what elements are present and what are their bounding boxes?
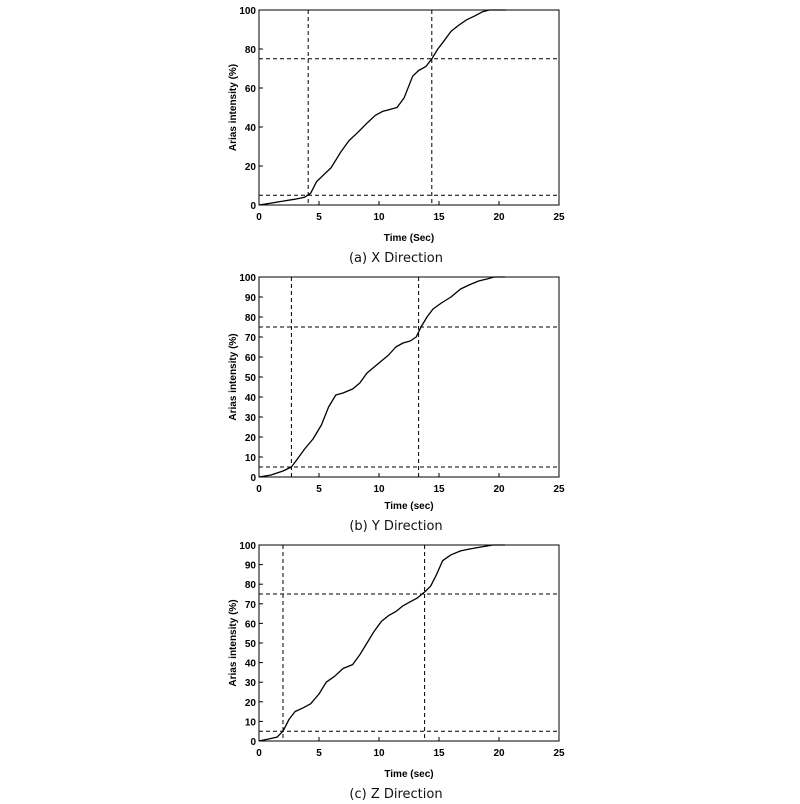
series-line-1 — [259, 545, 505, 741]
x-tick-label: 10 — [373, 484, 385, 495]
x-tick-label: 10 — [373, 212, 385, 223]
y-tick-label: 20 — [244, 697, 256, 709]
series-line-1 — [259, 10, 506, 205]
chart-panel-3 — [228, 541, 565, 802]
y-tick-label: 100 — [239, 541, 256, 552]
y-tick-label: 90 — [244, 560, 256, 572]
y-tick-label: 80 — [244, 580, 256, 592]
y-tick-label: 30 — [244, 413, 256, 424]
x-tick-label: 0 — [256, 212, 262, 223]
y-tick-label: 40 — [244, 658, 256, 670]
panel-caption: (b) Y Direction — [349, 519, 443, 534]
y-tick-label: 60 — [244, 353, 256, 364]
y-axis-label: Arias intensity (%) — [228, 333, 239, 421]
x-tick-label: 0 — [256, 748, 262, 759]
x-tick-label: 25 — [553, 212, 565, 223]
panel-caption: (c) Z Direction — [349, 787, 443, 802]
y-tick-label: 80 — [244, 45, 256, 56]
x-tick-label: 15 — [433, 212, 445, 223]
plot-frame — [259, 10, 559, 205]
x-tick-label: 15 — [433, 748, 445, 759]
x-tick-label: 5 — [316, 212, 322, 223]
x-tick-label: 25 — [553, 748, 565, 759]
y-tick-label: 70 — [244, 333, 256, 344]
plot-frame — [259, 277, 559, 477]
series-line-1 — [259, 277, 505, 477]
y-tick-label: 40 — [244, 393, 256, 404]
y-tick-label: 100 — [239, 273, 256, 284]
x-tick-label: 20 — [493, 748, 505, 759]
y-tick-label: 40 — [244, 123, 256, 134]
x-tick-label: 5 — [316, 748, 322, 759]
y-tick-label: 0 — [250, 201, 256, 212]
y-tick-label: 100 — [239, 6, 256, 17]
y-tick-label: 0 — [250, 737, 256, 748]
x-axis-label: Time (sec) — [384, 501, 434, 512]
y-tick-label: 20 — [244, 162, 256, 173]
y-tick-label: 10 — [244, 453, 256, 464]
x-tick-label: 10 — [373, 748, 385, 759]
y-axis-label: Arias intensity (%) — [228, 599, 239, 687]
y-tick-label: 60 — [244, 84, 256, 95]
x-tick-label: 20 — [493, 212, 505, 223]
chart-panel-2 — [228, 273, 565, 534]
x-tick-label: 5 — [316, 484, 322, 495]
plot-frame — [259, 545, 559, 741]
x-tick-label: 25 — [553, 484, 565, 495]
x-axis-label: Time (Sec) — [383, 233, 435, 244]
y-tick-label: 10 — [244, 717, 256, 729]
x-tick-label: 15 — [433, 484, 445, 495]
x-tick-label: 0 — [256, 484, 262, 495]
y-tick-label: 70 — [244, 599, 256, 611]
y-tick-label: 90 — [244, 293, 256, 304]
y-tick-label: 30 — [244, 678, 256, 690]
x-axis-label: Time (sec) — [384, 769, 434, 780]
panel-caption: (a) X Direction — [348, 251, 444, 266]
y-tick-label: 50 — [244, 373, 256, 384]
y-tick-label: 20 — [244, 433, 256, 444]
y-tick-label: 80 — [244, 313, 256, 324]
y-tick-label: 50 — [244, 639, 256, 650]
y-tick-label: 0 — [250, 473, 256, 484]
chart-panel-1 — [228, 6, 565, 266]
y-tick-label: 60 — [244, 619, 256, 631]
x-tick-label: 20 — [493, 484, 505, 495]
y-axis-label: Arias intensity (%) — [228, 63, 239, 152]
